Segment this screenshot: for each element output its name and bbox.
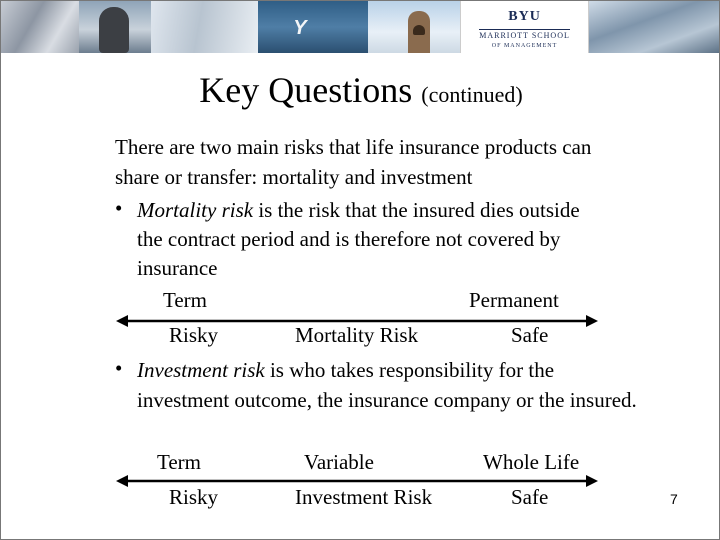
logo-school-line2: OF MANAGEMENT <box>491 43 558 49</box>
banner-photo-y-mountain <box>258 1 368 53</box>
scale1-left-bottom: Risky <box>169 323 219 347</box>
slide-title <box>1 69 720 111</box>
bullet-2-marker: • <box>115 356 123 380</box>
title-sub: (continued) <box>421 82 523 107</box>
banner-photo-campus <box>589 1 720 53</box>
scale2-right-bottom: Safe <box>511 485 549 509</box>
scale1-right-top: Permanent <box>469 288 559 312</box>
bullet-1 <box>137 196 607 283</box>
scale2-center-bottom: Investment Risk <box>295 485 433 509</box>
bullet-1-text: is the risk that the insured dies outside the contract period and is therefore not covered by insurance <box>137 198 580 280</box>
scale2-left-bottom: Risky <box>169 485 219 509</box>
banner-photo-building <box>151 1 259 53</box>
y-mark: Y <box>293 17 307 39</box>
scale1-center-bottom: Mortality Risk <box>295 323 419 347</box>
page-number: 7 <box>670 491 678 507</box>
bell-icon <box>413 25 425 35</box>
logo-school-line1: MARRIOTT SCHOOL <box>479 31 570 40</box>
scale2-right-top: Whole Life <box>483 450 580 474</box>
intro-text: There are two main risks that life insurance products can share or transfer: mortality and investment <box>115 135 592 189</box>
bullet-1-term: Mortality risk <box>137 198 254 222</box>
title-main: Key Questions <box>199 70 413 110</box>
statue-shape <box>99 7 129 53</box>
scale1-right-bottom: Safe <box>511 323 549 347</box>
bullet-2-text: is who takes responsibility for the investment outcome, the insurance company or the insured. <box>137 358 637 412</box>
banner-photo-statue <box>79 1 151 53</box>
banner-photo-bell-tower <box>368 1 460 53</box>
bullet-2 <box>137 356 637 415</box>
banner-photo-architecture <box>1 1 79 53</box>
scale1-left-top: Term <box>163 288 208 312</box>
byu-marriott-logo <box>460 1 590 53</box>
header-banner <box>1 1 720 53</box>
bullet-1-marker: • <box>115 196 123 220</box>
logo-byu: BYU <box>508 9 541 24</box>
intro-paragraph <box>115 133 635 192</box>
bullet-2-term: Investment risk <box>137 358 265 382</box>
scale2-center-top: Variable <box>304 450 374 474</box>
scale2-left-top: Term <box>157 450 202 474</box>
